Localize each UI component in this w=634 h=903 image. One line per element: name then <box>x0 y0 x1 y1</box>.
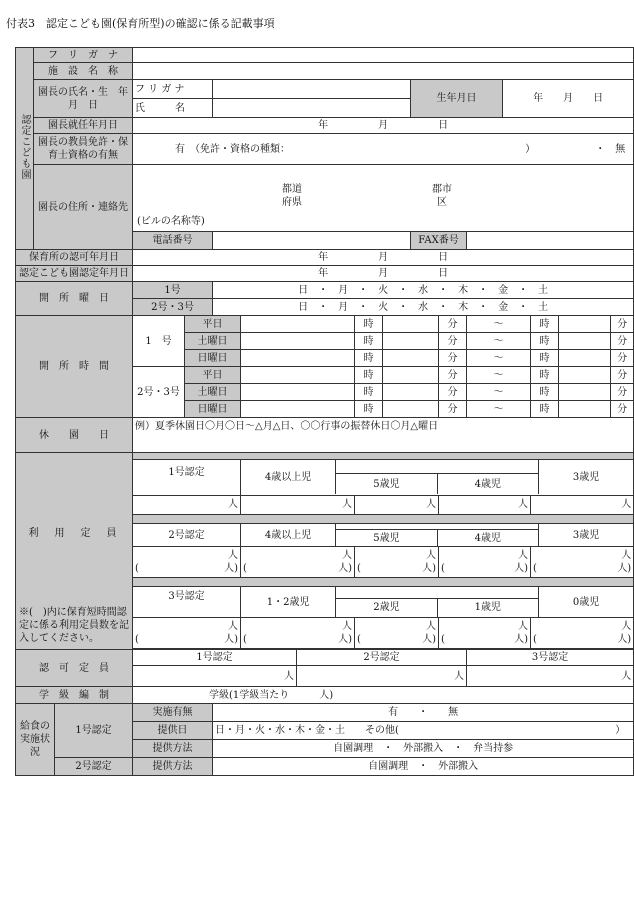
license-input[interactable]: 有 （免許・資格の種類： ） ・ 無 <box>133 134 634 165</box>
opening-days-go1-input[interactable]: 日 ・ 月 ・ 火 ・ 水 ・ 木 ・ 金 ・ 土 <box>213 282 634 299</box>
cap-go2-total[interactable]: 人 ( 人) <box>133 547 241 577</box>
tel-input[interactable] <box>213 232 411 250</box>
meal-days-label: 提供日 <box>133 722 213 740</box>
opening-days-label: 開 所 曜 日 <box>16 282 133 316</box>
furigana-input[interactable] <box>133 48 634 63</box>
director-name-label: 園長の氏名・生 年 月 日 <box>34 80 133 118</box>
furigana-label: フ リ ガ ナ <box>34 48 133 63</box>
capacity-go1-label: 1号認定 <box>133 460 241 496</box>
closed-days-input[interactable]: 例）夏季休園日〇月〇日〜△月△日、〇〇行事の振替休日〇月△曜日 <box>133 418 634 453</box>
meal-method-label: 提供方法 <box>133 740 213 758</box>
kodomoen-nintei-label: 認定こども園認定年月日 <box>16 266 133 282</box>
fax-label: FAX番号 <box>411 232 467 250</box>
capacity-go3-label: 3号認定 <box>133 586 241 617</box>
meal-method2-label: 提供方法 <box>133 758 213 776</box>
gunshi-text: 郡市区 <box>432 184 452 208</box>
cap-go1-total[interactable]: 人 <box>133 495 241 514</box>
facility-name-input[interactable] <box>133 63 634 80</box>
address-input[interactable] <box>133 165 634 232</box>
hours-go1-saturday: 土曜日 <box>185 333 241 350</box>
meal-method-input[interactable]: 自園調理 ・ 外部搬入 ・ 弁当持参 <box>213 740 634 758</box>
appointment-date-input[interactable]: 年 月 日 <box>133 118 634 134</box>
building-text: (ビルの名称等) <box>137 216 205 227</box>
meal-go1-label: 1号認定 <box>55 704 133 758</box>
address-label: 園長の住所・連絡先 <box>34 165 133 250</box>
tel-label: 電話番号 <box>133 232 213 250</box>
confirmation-form: 認定こども園 フ リ ガ ナ 施 設 名 称 園長の氏名・生 年 月 日 フ リ ガ ナ 生年月日 年 月 日 氏 名 園長就任年月日 年 月 日 園長の教員免許・保育士資格の有無 有 （免許・資格の種類： ） ・ 無 園長の住所・連絡先 都道府県 郡市区 (ビルの名称等) 電話番号 FAX番号 保育所の認可年月日 年 月 日 認定こども園認定年月日 年 月 日 開 所 曜 日 1号 日 ・ 月 ・ 火 ・ 水 ・ 木 ・ 金 ・ 土 2号・3号 日 ・ 月 ・ 火 ・ 水 ・ 木 ・ 金 ・ 土 開 所 時 間 1 号 平日 時 分 〜 時 分 土曜日 時 分 〜 時 分 日曜日 時 分 〜 時 分 2号・3号 平日 時 分 〜 時 分 土曜日 時 分 〜 時 分 日曜日 時 分 〜 時 分 休 園 日 例）夏季休園日〇月〇日〜△月△日、〇〇行事の振替休日〇月△曜日 利 用 定 員 ※( )内に保育短時間認定に係る利用定員数を記入してください。 1号認定 4歳以上児 3歳児 5歳児 4歳児 人 人 人 人 人 2号認定 4歳以上児 3歳児 5歳児 4歳児 人 ( 人) 人 ( 人) 人 ( 人) 人 ( 人) 人 ( 人) 3号認定 1・2歳児 0歳児 2歳児 1歳児 人 ( 人) 人 ( 人) 人 ( 人) 人 ( 人) 人 ( 人) 認 可 定 員 1号認定 2号認定 3号認定 人 人 人 学 級 編 制 学級(1学級当たり 人) 給食の実施状況 1号認定 実施有無 有 ・ 無 提供日 日・月・火・水・木・金・土 その他( ） 提供方法 自園調理 ・ 外部搬入 ・ 弁当持参 2号認定 提供方法 自園調理 ・ 外部搬入 <box>15 47 634 776</box>
approved-go1-input[interactable]: 人 <box>133 666 297 687</box>
cap-go3-total[interactable]: 人 ( 人) <box>133 618 241 648</box>
fax-input[interactable] <box>467 232 634 250</box>
director-furigana-input[interactable] <box>213 80 411 99</box>
approved-go3-input[interactable]: 人 <box>467 666 634 687</box>
opening-days-go23: 2号・3号 <box>133 299 213 316</box>
meal-days-input[interactable]: 日・月・火・水・木・金・土 その他( ） <box>213 722 634 740</box>
birthdate-label: 生年月日 <box>411 80 503 118</box>
meal-provided-label: 実施有無 <box>133 704 213 722</box>
approved-go2-label: 2号認定 <box>297 650 467 666</box>
director-furigana-label: フ リ ガ ナ <box>133 80 213 99</box>
section-nintei-kodomoen: 認定こども園 <box>16 48 34 250</box>
class-composition-label: 学 級 編 制 <box>16 687 133 704</box>
hours-go23-saturday: 土曜日 <box>185 384 241 401</box>
hours-go1-weekday: 平日 <box>185 316 241 333</box>
meal-label: 給食の実施状況 <box>16 704 55 776</box>
facility-name-label: 施 設 名 称 <box>34 63 133 80</box>
class-composition-input[interactable]: 学級(1学級当たり 人) <box>133 687 634 704</box>
approved-capacity-label: 認 可 定 員 <box>16 650 133 687</box>
approved-go3-label: 3号認定 <box>467 650 634 666</box>
hours-go1-sunday: 日曜日 <box>185 350 241 367</box>
page-title: 付表3 認定こども園(保育所型)の確認に係る記載事項 <box>6 17 275 30</box>
opening-days-go1: 1号 <box>133 282 213 299</box>
hoikusho-ninka-label: 保育所の認可年月日 <box>16 250 133 266</box>
capacity-label: 利 用 定 員 ※( )内に保育短時間認定に係る利用定員数を記入してください。 <box>16 453 133 650</box>
hours-go1-label: 1 号 <box>133 316 185 367</box>
kodomoen-nintei-input[interactable]: 年 月 日 <box>133 266 634 282</box>
closed-days-label: 休 園 日 <box>16 418 133 453</box>
todofuken-text: 都道府県 <box>282 184 302 208</box>
hours-go23-weekday: 平日 <box>185 367 241 384</box>
hoikusho-ninka-input[interactable]: 年 月 日 <box>133 250 634 266</box>
opening-hours-label: 開 所 時 間 <box>16 316 133 418</box>
director-name-label2: 氏 名 <box>133 99 213 118</box>
hours-go23-sunday: 日曜日 <box>185 401 241 418</box>
age4plus-label: 4歳以上児 <box>241 460 336 494</box>
capacity-go2-label: 2号認定 <box>133 524 241 547</box>
meal-method2-input[interactable]: 自園調理 ・ 外部搬入 <box>213 758 634 776</box>
approved-go1-label: 1号認定 <box>133 650 297 666</box>
meal-provided-input[interactable]: 有 ・ 無 <box>213 704 634 722</box>
hours-go23-label: 2号・3号 <box>133 367 185 418</box>
age3-label: 3歳児 <box>539 460 634 494</box>
age5-label: 5歳児 <box>336 474 437 495</box>
birthdate-input[interactable]: 年 月 日 <box>503 80 634 118</box>
opening-days-go23-input[interactable]: 日 ・ 月 ・ 火 ・ 水 ・ 木 ・ 金 ・ 土 <box>213 299 634 316</box>
age4-label: 4歳児 <box>474 478 501 490</box>
appointment-date-label: 園長就任年月日 <box>34 118 133 134</box>
license-label: 園長の教員免許・保育士資格の有無 <box>34 134 133 165</box>
meal-go2-label: 2号認定 <box>55 758 133 776</box>
director-name-input[interactable] <box>213 99 411 118</box>
approved-go2-input[interactable]: 人 <box>297 666 467 687</box>
